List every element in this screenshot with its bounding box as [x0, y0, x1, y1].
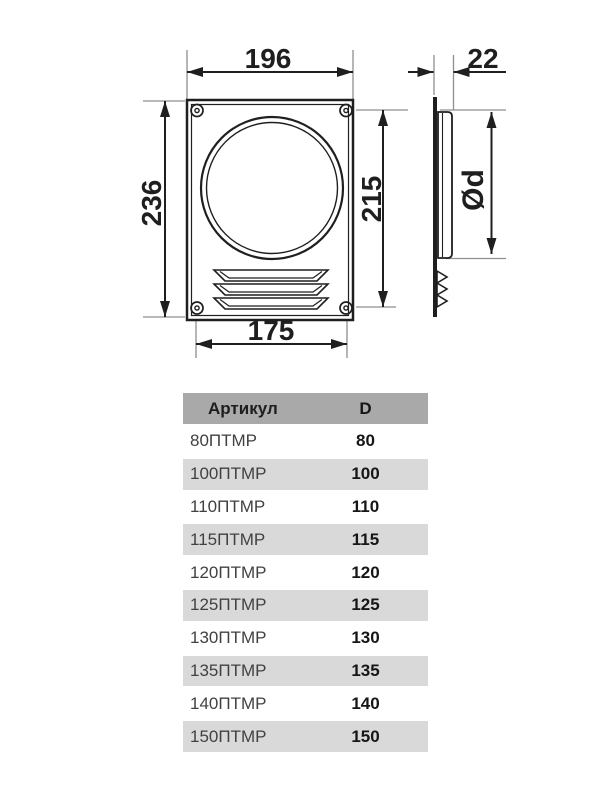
- header-d: D: [359, 398, 372, 418]
- table-row: [183, 688, 428, 721]
- d-cell: 130: [351, 628, 380, 648]
- table-row: [183, 492, 428, 525]
- dim-label-width-top: 196: [244, 43, 292, 74]
- header-article: Артикул: [208, 398, 278, 418]
- d-cell: 115: [351, 529, 380, 549]
- d-cell: 150: [351, 726, 380, 746]
- dim-label-height-right: 215: [356, 175, 387, 223]
- article-cell: 120ПТМР: [190, 562, 267, 582]
- dim-label-depth: 22: [467, 43, 499, 74]
- dim-label-diameter: Ød: [457, 169, 490, 211]
- d-cell: 125: [351, 595, 380, 615]
- table-row: [183, 721, 428, 754]
- table-row: [183, 590, 428, 623]
- louver-profiles: [437, 271, 447, 307]
- d-cell: 120: [351, 562, 380, 582]
- d-cell: 80: [356, 431, 375, 451]
- technical-drawing: [0, 0, 600, 390]
- louver-slats: [214, 270, 328, 309]
- side-view: [408, 43, 506, 317]
- spec-table-body: [183, 426, 428, 754]
- table-row: [183, 524, 428, 557]
- d-cell: 110: [351, 496, 380, 516]
- article-cell: 80ПТМР: [190, 431, 258, 451]
- front-view: [136, 43, 408, 358]
- table-row: [183, 656, 428, 689]
- d-cell: 135: [351, 660, 380, 680]
- d-cell: 100: [351, 464, 380, 484]
- duct-collar: [438, 112, 452, 258]
- dim-label-height-left: 236: [136, 179, 167, 227]
- spec-table-header: [183, 393, 428, 426]
- article-cell: 115ПТМР: [190, 529, 266, 549]
- table-row: [183, 426, 428, 459]
- d-cell: 140: [351, 693, 380, 713]
- table-row: [183, 459, 428, 492]
- article-cell: 130ПТМР: [190, 628, 267, 648]
- article-cell: 110ПТМР: [190, 496, 266, 516]
- dim-label-width-bottom: 175: [247, 315, 295, 346]
- spec-table: [183, 393, 428, 754]
- article-cell: 125ПТМР: [190, 595, 267, 615]
- table-row: [183, 623, 428, 656]
- article-cell: 140ПТМР: [190, 693, 267, 713]
- table-row: [183, 557, 428, 590]
- article-cell: 100ПТМР: [190, 464, 267, 484]
- article-cell: 135ПТМР: [190, 660, 267, 680]
- article-cell: 150ПТМР: [190, 726, 267, 746]
